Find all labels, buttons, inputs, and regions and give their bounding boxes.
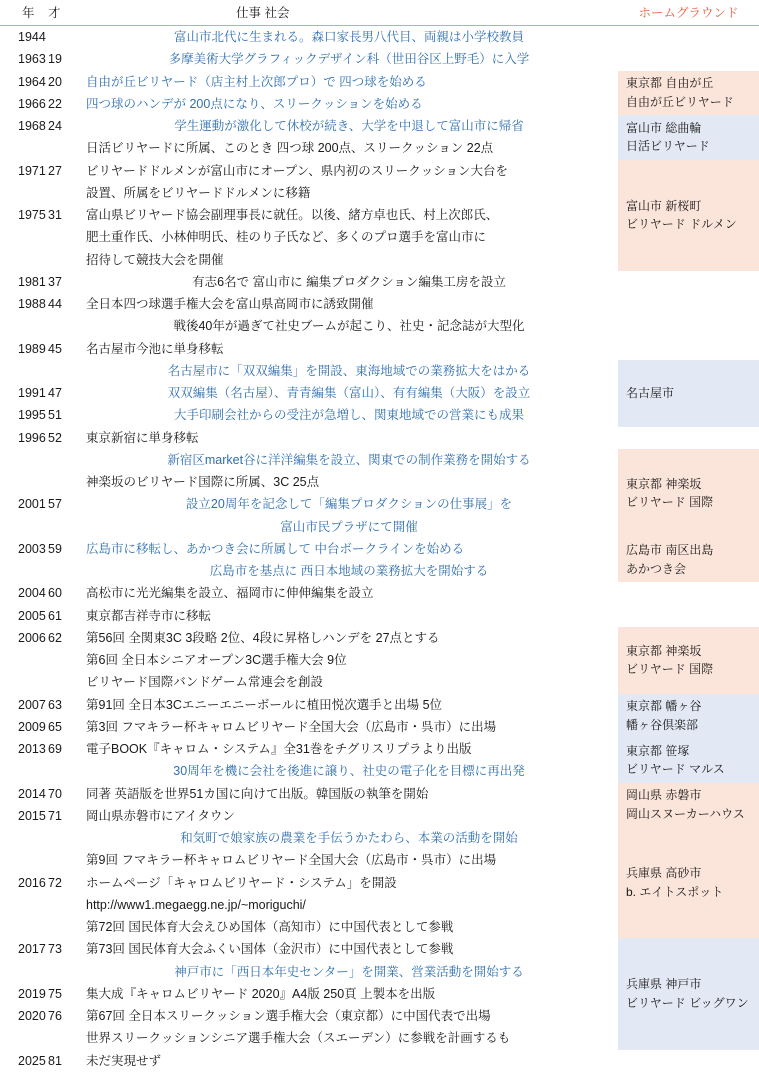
cell-age: 22 — [48, 96, 62, 111]
work-text: 岡山県赤磐市にアイタウン — [86, 808, 235, 823]
cell-year — [0, 961, 44, 983]
work-text: 電子BOOK『キャロム・システム』全31巻をチグリスリプラより出版 — [86, 742, 472, 756]
cell-age — [44, 137, 78, 159]
cell-work-social — [78, 516, 618, 538]
cell-year: 2017 — [18, 942, 46, 957]
cell-work-social — [78, 961, 618, 983]
cell-work-social — [78, 427, 618, 449]
cell-work-social — [78, 872, 618, 894]
cell-work-social — [78, 449, 618, 471]
cell-age: 24 — [48, 119, 62, 133]
cell-year — [0, 249, 44, 271]
work-text: 30周年を機に会社を後進に譲り、社史の電子化を目標に再出発 — [173, 764, 525, 779]
cell-work-social — [78, 249, 618, 271]
cell-age: 71 — [48, 808, 62, 823]
work-text: 第72回 国民体育大会えひめ国体（高知市）に中国代表として参戦 — [86, 920, 454, 934]
homeground-line: あかつき会 — [626, 562, 687, 576]
table-body — [0, 26, 759, 1077]
homeground-line: 広島市 南区出島 — [626, 543, 714, 558]
cell-homeground — [618, 427, 759, 449]
cell-year: 1966 — [18, 96, 46, 111]
cell-age: 76 — [48, 1009, 62, 1023]
cell-age: 63 — [48, 697, 62, 712]
homeground-line: b. エイトスポット — [626, 884, 724, 899]
cell-age: 20 — [48, 74, 62, 89]
work-text: 招待して競技大会を開催 — [86, 252, 224, 267]
cell-age — [44, 916, 78, 938]
homeground-group — [626, 475, 759, 512]
cell-work-social — [78, 26, 618, 49]
cell-work-social — [78, 1050, 618, 1077]
cell-homeground — [618, 783, 759, 828]
cell-year: 1989 — [18, 341, 46, 356]
cell-work-social — [78, 1005, 618, 1027]
cell-age — [44, 315, 78, 337]
work-text: 未だ実現せず — [86, 1053, 162, 1068]
work-text: 神楽坂のビリヤード国際に所属、3C 25点 — [86, 475, 320, 489]
cell-year — [0, 137, 44, 159]
table-row — [0, 538, 759, 560]
cell-age: 19 — [48, 52, 62, 67]
cell-year — [0, 182, 44, 204]
cell-year: 2013 — [18, 742, 46, 756]
cell-age: 60 — [48, 586, 62, 601]
cell-age: 81 — [48, 1053, 62, 1068]
work-text: 高松市に光光編集を設立、福岡市に伸伸編集を設立 — [86, 586, 374, 601]
cell-year — [0, 827, 44, 849]
cell-year — [0, 315, 44, 337]
homeground-group — [626, 384, 759, 403]
work-text: 集大成『キャロムビリヤード 2020』A4版 250頁 上製本を出版 — [86, 986, 436, 1001]
work-text: 神戸市に「西日本年史センター」を開業、営業活動を開始する — [174, 964, 524, 979]
work-text: 第9回 フマキラー杯キャロムビリヤード全国大会（広島市・呉市）に出場 — [86, 853, 497, 868]
cell-work-social — [78, 93, 618, 115]
homeground-line: 幡ヶ谷倶楽部 — [626, 717, 699, 732]
cell-work-social — [78, 360, 618, 382]
work-text: 東京新宿に単身移転 — [86, 430, 199, 445]
cell-year — [0, 894, 44, 916]
cell-homeground — [618, 738, 759, 783]
cell-work-social — [78, 338, 618, 360]
cell-work-social — [78, 738, 618, 760]
cell-year: 1968 — [18, 119, 46, 133]
homeground-line: 兵庫県 高砂市 — [626, 866, 702, 881]
homeground-group — [626, 786, 759, 823]
cell-year: 2014 — [18, 786, 46, 801]
cell-homeground — [618, 938, 759, 1049]
table-row — [0, 783, 759, 805]
cell-work-social — [78, 582, 618, 604]
cell-year — [0, 849, 44, 871]
work-text: 広島市を基点に 西日本地域の業務拡大を開始する — [209, 564, 489, 578]
cell-work-social — [78, 671, 618, 693]
table-row — [0, 449, 759, 471]
cell-age — [44, 226, 78, 248]
cell-age — [44, 471, 78, 493]
cell-age — [44, 182, 78, 204]
cell-work-social — [78, 182, 618, 204]
homeground-line: 東京都 神楽坂 — [626, 643, 702, 658]
cell-year — [0, 916, 44, 938]
cell-work-social — [78, 560, 618, 582]
homeground-line: 日活ビリヤード — [626, 139, 710, 154]
work-text: 同著 英語版を世界51カ国に向けて出版。韓国版の執筆を開始 — [86, 786, 429, 801]
cell-work-social — [78, 849, 618, 871]
cell-work-social — [78, 894, 618, 916]
cell-age: 69 — [48, 742, 62, 756]
work-text: 学生運動が激化して休校が続き、大学を中退して富山市に帰省 — [174, 119, 524, 133]
table-row — [0, 938, 759, 960]
cell-age: 51 — [48, 408, 62, 423]
table-row — [0, 627, 759, 649]
cell-homeground — [618, 271, 759, 360]
work-text: 大手印刷会社からの受注が急増し、関東地域での営業にも成果 — [173, 408, 524, 423]
work-text: 第73回 国民体育大会ふくい国体（金沢市）に中国代表として参戦 — [86, 942, 454, 957]
cell-age — [44, 249, 78, 271]
cell-year — [0, 760, 44, 782]
cell-work-social — [78, 71, 618, 93]
cell-year: 2005 — [18, 608, 46, 623]
cell-age: 52 — [48, 430, 62, 445]
work-text: 第56回 全関東3C 3段略 2位、4段に昇格しハンデを 27点とする — [86, 630, 440, 645]
homeground-line: ビリヤード ドルメン — [626, 217, 737, 232]
column-header-age: 才 — [44, 0, 78, 26]
work-text: 世界スリークッションシニア選手権大会（スエーデン）に参戦を計画するも — [86, 1031, 511, 1046]
cell-age — [44, 1027, 78, 1049]
table-row — [0, 1050, 759, 1077]
homeground-line: 東京都 幡ヶ谷 — [626, 699, 702, 714]
cell-homeground — [618, 26, 759, 71]
cell-work-social — [78, 204, 618, 226]
cell-year — [0, 560, 44, 582]
homeground-line: ビリヤード マルス — [626, 762, 725, 777]
work-text: 多摩美術大学グラフィックデザイン科（世田谷区上野毛）に入学 — [168, 52, 530, 67]
homeground-line: 岡山スヌーカーハウス — [626, 806, 745, 821]
work-text: 第91回 全日本3Cエニーエニーボールに植田悦次選手と出場 5位 — [86, 697, 443, 712]
cell-age — [44, 849, 78, 871]
work-text: ホームページ「キャロムビリヤード・システム」を開設 — [86, 875, 397, 890]
cell-age: 27 — [48, 163, 62, 178]
cell-year — [0, 471, 44, 493]
table-row — [0, 582, 759, 604]
homeground-group — [626, 742, 759, 779]
cell-work-social — [78, 137, 618, 159]
work-text: 富山市北代に生まれる。森口家長男八代目、両親は小学校教員 — [173, 30, 524, 44]
cell-year: 1964 — [18, 74, 46, 89]
cell-year: 1944 — [18, 30, 46, 44]
cell-work-social — [78, 160, 618, 182]
cell-work-social — [78, 983, 618, 1005]
cell-year: 2007 — [18, 697, 46, 712]
cell-age — [44, 360, 78, 382]
cell-work-social — [78, 226, 618, 248]
cell-year: 2016 — [18, 875, 46, 890]
homeground-line: 富山市 総曲輪 — [626, 120, 702, 135]
cell-homeground — [618, 160, 759, 271]
homeground-line: 東京都 自由が丘 — [626, 76, 714, 91]
homeground-line: ビリヤード 国際 — [626, 662, 714, 677]
cell-year — [0, 449, 44, 471]
work-text: 和気町で娘家族の農業を手伝うかたわら、本業の活動を開始 — [180, 831, 518, 845]
cell-homeground — [618, 1050, 759, 1077]
cell-work-social — [78, 805, 618, 827]
table-row — [0, 271, 759, 293]
cell-age: 45 — [48, 341, 62, 356]
cell-work-social — [78, 605, 618, 627]
cell-work-social — [78, 404, 618, 426]
work-text: 肥土重作氏、小林伸明氏、桂のり子氏など、多くのプロ選手を富山市に — [86, 230, 487, 245]
cell-age: 75 — [48, 986, 62, 1001]
work-text: 日活ビリヤードに所属、このとき 四つ球 200点、スリークッション 22点 — [86, 141, 494, 156]
cell-age: 59 — [48, 541, 62, 556]
work-text: ビリヤード国際バンドゲーム常連会を創設 — [86, 675, 324, 690]
cell-homeground — [618, 360, 759, 427]
table-row — [0, 360, 759, 382]
cell-year: 1975 — [18, 208, 46, 222]
cell-age: 44 — [48, 297, 62, 311]
cell-homeground — [618, 627, 759, 694]
cell-year: 2003 — [18, 541, 46, 556]
work-text: 名古屋市に「双双編集」を開設、東海地域での業務拡大をはかる — [167, 363, 531, 378]
table-row — [0, 827, 759, 849]
cell-work-social — [78, 382, 618, 404]
cell-year: 2020 — [18, 1009, 46, 1023]
work-text: ビリヤードドルメンが富山市にオープン、県内初のスリークッション大台を — [86, 163, 509, 178]
homeground-line: 東京都 笹塚 — [626, 743, 690, 758]
homeground-line: 自由が丘ビリヤード — [626, 94, 734, 109]
homeground-line: 兵庫県 神戸市 — [626, 977, 702, 992]
work-text: 第3回 フマキラー杯キャロムビリヤード全国大会（広島市・呉市）に出場 — [86, 719, 497, 734]
cell-year: 1995 — [18, 408, 46, 423]
cell-age — [44, 760, 78, 782]
cell-work-social — [78, 115, 618, 137]
work-text: 東京都吉祥寺市に移転 — [86, 608, 212, 623]
homeground-line: 富山市 新桜町 — [626, 198, 702, 213]
cell-homeground — [618, 827, 759, 938]
cell-year: 2001 — [18, 497, 46, 512]
cell-work-social — [78, 1027, 618, 1049]
cell-work-social — [78, 938, 618, 960]
work-text: http://www1.megaegg.ne.jp/~moriguchi/ — [86, 897, 306, 912]
cell-year — [0, 226, 44, 248]
homeground-group — [626, 119, 759, 156]
work-text: 全日本四つ球選手権大会を富山県高岡市に誘致開催 — [86, 297, 374, 311]
cell-year — [0, 516, 44, 538]
cell-age: 73 — [48, 942, 62, 957]
table-row — [0, 694, 759, 716]
cell-year: 1963 — [18, 52, 46, 67]
cell-year: 1971 — [18, 163, 46, 178]
cell-year: 1991 — [18, 386, 46, 400]
homeground-line: ビリヤード 国際 — [626, 495, 714, 510]
cell-year: 2025 — [18, 1053, 46, 1068]
homeground-group — [626, 864, 759, 901]
table-row — [0, 160, 759, 182]
table-row — [0, 71, 759, 93]
homeground-line: 岡山県 赤磐市 — [626, 788, 702, 803]
cell-age: 61 — [48, 608, 62, 623]
homeground-group — [626, 74, 759, 111]
work-text: 設立20周年を記念して「編集プロダクションの仕事展」を — [185, 497, 513, 512]
cell-year: 2006 — [18, 630, 46, 645]
cell-work-social — [78, 493, 618, 515]
cell-homeground — [618, 115, 759, 160]
homeground-line: ビリヤード ビッグワン — [626, 995, 749, 1010]
cell-year: 1981 — [18, 274, 46, 289]
homeground-group — [626, 975, 759, 1012]
cell-work-social — [78, 627, 618, 649]
work-text: 自由が丘ビリヤード（店主村上次郎プロ）で 四つ球を始める — [86, 74, 427, 89]
work-text: 四つ球のハンデが 200点になり、スリークッションを始める — [86, 96, 423, 111]
cell-year: 2019 — [18, 986, 46, 1001]
homeground-line: 名古屋市 — [626, 385, 675, 400]
work-text: 双双編集（名古屋）、青青編集（富山）、有有編集（大阪）を設立 — [167, 386, 531, 400]
homeground-group — [626, 642, 759, 679]
work-text: 設置、所属をビリヤードドルメンに移籍 — [86, 185, 311, 200]
cell-homeground — [618, 538, 759, 583]
work-text: 名古屋市今池に単身移転 — [86, 341, 224, 356]
cell-age — [44, 894, 78, 916]
cell-age — [44, 671, 78, 693]
cell-work-social — [78, 293, 618, 315]
cell-work-social — [78, 315, 618, 337]
cell-work-social — [78, 649, 618, 671]
cell-year: 1996 — [18, 430, 46, 445]
cell-work-social — [78, 538, 618, 560]
table-row — [0, 26, 759, 49]
work-text: 第6回 全日本シニアオープン3C選手権大会 9位 — [86, 653, 347, 667]
cell-work-social — [78, 471, 618, 493]
cell-year — [0, 671, 44, 693]
cell-age — [44, 649, 78, 671]
homeground-group — [626, 197, 759, 234]
cell-age — [44, 560, 78, 582]
work-text: 富山県ビリヤード協会副理事長に就任。以後、緒方卓也氏、村上次郎氏、 — [86, 208, 499, 222]
work-text: 戦後40年が過ぎて社史ブームが起こり、社史・記念誌が大型化 — [173, 319, 525, 334]
cell-homeground — [618, 71, 759, 116]
work-text: 第67回 全日本スリークッション選手権大会（東京都）に中国代表で出場 — [86, 1009, 491, 1023]
cell-age — [44, 961, 78, 983]
cell-year: 2004 — [18, 586, 46, 601]
cell-year: 2015 — [18, 808, 46, 823]
cell-year: 1988 — [18, 297, 46, 311]
cell-homeground — [618, 449, 759, 538]
work-text: 富山市民プラザにて開催 — [280, 519, 418, 534]
cell-work-social — [78, 783, 618, 805]
cell-age — [44, 827, 78, 849]
cell-age: 57 — [48, 497, 62, 512]
work-text: 広島市に移転し、あかつき会に所属して 中台ボークラインを始める — [86, 541, 465, 556]
cell-homeground — [618, 582, 759, 627]
cell-work-social — [78, 48, 618, 70]
cell-year: 2009 — [18, 719, 46, 734]
homeground-group — [626, 697, 759, 734]
cell-age: 65 — [48, 719, 62, 734]
table-row — [0, 738, 759, 760]
homeground-line: 東京都 神楽坂 — [626, 476, 702, 491]
column-header-year: 年 — [0, 0, 44, 26]
column-header-work: 仕事 社会 — [78, 0, 618, 26]
cell-year — [0, 1027, 44, 1049]
cell-age: 31 — [48, 208, 62, 222]
cell-age — [44, 26, 78, 49]
cell-work-social — [78, 916, 618, 938]
cell-age: 37 — [48, 274, 62, 289]
table-row — [0, 427, 759, 449]
homeground-group — [626, 541, 759, 578]
cell-age — [44, 516, 78, 538]
column-header-homeground: ホームグラウンド — [618, 0, 759, 26]
cell-year — [0, 649, 44, 671]
cell-work-social — [78, 827, 618, 849]
cell-homeground — [618, 694, 759, 739]
cell-year — [0, 360, 44, 382]
cell-work-social — [78, 694, 618, 716]
header-row — [0, 0, 759, 26]
cell-age: 70 — [48, 786, 62, 801]
cell-work-social — [78, 271, 618, 293]
table-header — [0, 0, 759, 26]
cell-age: 47 — [48, 386, 62, 400]
table-row — [0, 115, 759, 137]
work-text: 新宿区market谷に洋洋編集を設立、関東での制作業務を開始する — [167, 452, 531, 467]
cell-work-social — [78, 716, 618, 738]
cell-age — [44, 449, 78, 471]
cell-age: 72 — [48, 875, 62, 890]
cell-age: 62 — [48, 630, 62, 645]
cell-work-social — [78, 760, 618, 782]
work-text: 有志6名で 富山市に 編集プロダクション編集工房を設立 — [192, 274, 506, 289]
